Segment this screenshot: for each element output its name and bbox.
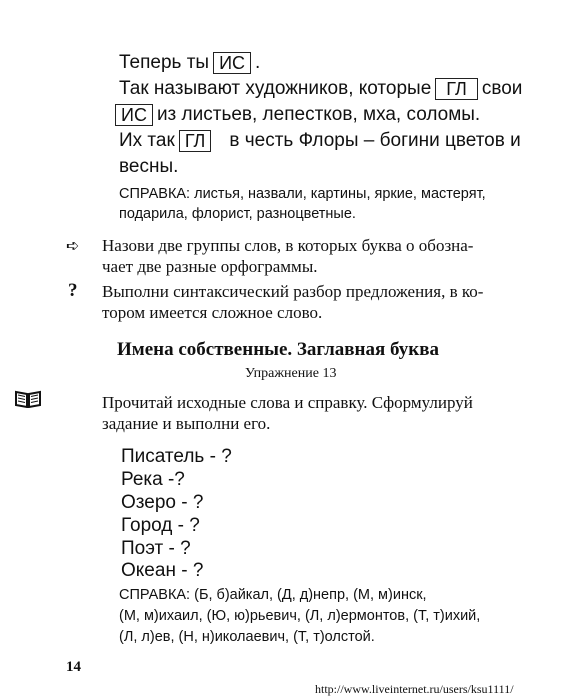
question-mark-icon: ? <box>68 280 78 301</box>
instruction-line1: Прочитай исходные слова и справку. Сформулируй <box>102 393 473 412</box>
page-number: 14 <box>66 659 81 675</box>
exercise-number: Упражнение 13 <box>245 366 337 381</box>
instruction-line2: задание и выполни его. <box>102 414 271 433</box>
answer-box: ИС <box>213 52 251 74</box>
right-arrow-icon: ➪ <box>66 238 80 255</box>
help2-line: СПРАВКА: (Б, б)айкал, (Д, д)непр, (М, м)инск, <box>119 587 427 603</box>
word-item: Океан - ? <box>121 560 204 581</box>
help-line: СПРАВКА: листья, назвали, картины, яркие, мастерят, <box>119 186 486 202</box>
line4: Их так ГЛ в честь Флоры – богини цветов и <box>119 130 521 152</box>
line1: Теперь ты ИС . <box>119 52 261 74</box>
source-url: http://www.liveinternet.ru/users/ksu1111/ <box>315 682 514 696</box>
task2-line1: Выполни синтаксический разбор предложения, в ко- <box>102 282 484 301</box>
word-item: Город - ? <box>121 515 200 536</box>
answer-box: ГЛ <box>435 78 478 100</box>
answer-box: ГЛ <box>179 130 212 152</box>
line2: Так называют художников, которые ГЛ свои <box>119 78 523 100</box>
word-item: Писатель - ? <box>121 446 232 467</box>
open-book-icon <box>15 390 41 408</box>
line5: весны. <box>119 156 179 177</box>
word-item: Озеро - ? <box>121 492 204 513</box>
word-item: Река -? <box>121 469 185 490</box>
answer-box: ИС <box>115 104 153 126</box>
task2-line2: тором имеется сложное слово. <box>102 303 323 322</box>
help2-line: (Л, л)ев, (Н, н)иколаевич, (Т, т)олстой. <box>119 629 375 645</box>
help-line: подарила, флорист, разноцветные. <box>119 206 356 222</box>
help2-line: (М, м)ихаил, (Ю, ю)рьевич, (Л, л)ермонтов, (Т, т)ихий, <box>119 608 481 624</box>
task1-line1: Назови две группы слов, в которых буква о обозна- <box>102 236 474 255</box>
line3: ИС из листьев, лепестков, мха, соломы. <box>115 104 480 126</box>
word-item: Поэт - ? <box>121 538 191 559</box>
section-title: Имена собственные. Заглавная буква <box>117 339 439 360</box>
task1-line2: чает две разные орфограммы. <box>102 257 318 276</box>
